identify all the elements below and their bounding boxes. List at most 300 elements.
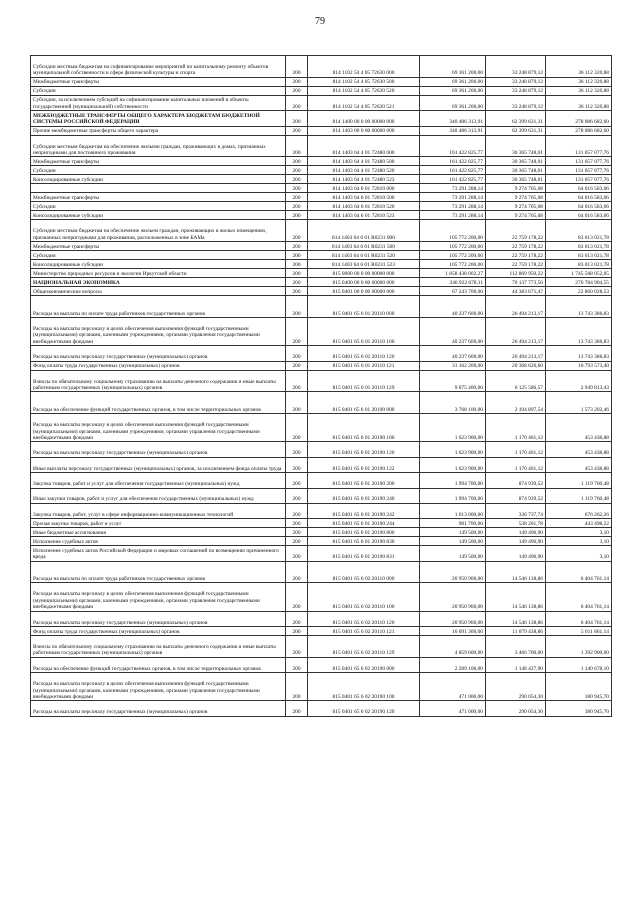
- expense-name: Закупка товаров, работ, услуг в сфере информационно-коммуникационных технологий: [31, 503, 286, 518]
- executed-amount: 30 365 748,01: [486, 175, 546, 184]
- approved-amount: 1 013 000,00: [420, 503, 486, 518]
- expense-name: Субсидии: [31, 202, 286, 211]
- executed-amount: 2 194 897,54: [486, 392, 546, 414]
- approved-amount: 105 772 200,00: [420, 220, 486, 242]
- budget-classification-code: 815 0401 65 6 01 20190 122: [308, 457, 420, 472]
- unexecuted-amount: 83 013 021,78: [546, 220, 612, 242]
- budget-classification-code: 815 0401 65 6 01 20190 100: [308, 414, 420, 442]
- expense-name: Консолидированные субсидии: [31, 175, 286, 184]
- table-row: [31, 537, 612, 546]
- approved-amount: 1 623 900,00: [420, 457, 486, 472]
- approved-amount: 69 361 200,00: [420, 77, 486, 86]
- unexecuted-amount: 1 119 760,48: [546, 473, 612, 488]
- approved-amount: 105 772 200,00: [420, 251, 486, 260]
- approved-amount: 73 291 288,14: [420, 193, 486, 202]
- line-code: 200: [286, 287, 308, 296]
- expense-name: Субсидии местным бюджетам на софинансирование мероприятий по капитальному ремонту объектов муниципальной собственности в сфере физической культуры и спорта: [31, 56, 286, 78]
- table-row: [31, 473, 612, 488]
- expense-name: Фонд оплаты труда государственных (муниципальных) органов: [31, 361, 286, 370]
- executed-amount: 33 248 879,12: [486, 86, 546, 95]
- line-code: 200: [286, 519, 308, 528]
- table-row: [31, 519, 612, 528]
- line-code: 200: [286, 528, 308, 537]
- expense-name: Расходы на выплаты персоналу государственных (муниципальных) органов: [31, 611, 286, 626]
- table-row: [31, 636, 612, 658]
- expense-name: Субсидии местным бюджетам на обеспечение жилыми граждан, проживающих в домах, признанных непригодными для постоянного проживания: [31, 135, 286, 157]
- unexecuted-amount: 676 262,26: [546, 503, 612, 518]
- budget-classification-code: 815 0401 65 6 01 20190 830: [308, 537, 420, 546]
- executed-amount: 9 274 705,08: [486, 202, 546, 211]
- unexecuted-amount: 1 573 202,46: [546, 392, 612, 414]
- budget-classification-code: 814 1403 00 0 00 00000 000: [308, 126, 420, 135]
- budget-classification-code: 815 0401 65 6 02 20110 121: [308, 627, 420, 636]
- budget-classification-code: 814 1403 64 4 01 72480 520: [308, 166, 420, 175]
- expense-name: Субсидии: [31, 251, 286, 260]
- table-row: [31, 627, 612, 636]
- line-code: 200: [286, 184, 308, 193]
- line-code: 200: [286, 636, 308, 658]
- approved-amount: 4 859 600,00: [420, 636, 486, 658]
- budget-classification-code: 814 1400 00 0 00 00000 000: [308, 111, 420, 126]
- unexecuted-amount: 5 011 861,14: [546, 627, 612, 636]
- unexecuted-amount: 453 438,88: [546, 414, 612, 442]
- unexecuted-amount: 13 743 386,83: [546, 296, 612, 318]
- budget-classification-code: 815 0401 65 6 01 20190 200: [308, 473, 420, 488]
- executed-amount: 22 759 178,22: [486, 242, 546, 251]
- table-row: [31, 701, 612, 716]
- budget-classification-code: 815 0401 65 6 01 20190 120: [308, 442, 420, 457]
- unexecuted-amount: 131 057 077,76: [546, 166, 612, 175]
- line-code: 200: [286, 220, 308, 242]
- approved-amount: 67 243 700,00: [420, 287, 486, 296]
- approved-amount: 73 291 288,14: [420, 184, 486, 193]
- unexecuted-amount: 6 404 761,14: [546, 561, 612, 583]
- unexecuted-amount: 83 013 021,78: [546, 260, 612, 269]
- approved-amount: 2 289 106,00: [420, 657, 486, 672]
- budget-classification-code: 815 0401 65 6 02 20190 000: [308, 657, 420, 672]
- expense-name: Межбюджетные трансферты: [31, 242, 286, 251]
- executed-amount: 149 496,90: [486, 528, 546, 537]
- line-code: 200: [286, 126, 308, 135]
- approved-amount: 149 500,00: [420, 528, 486, 537]
- table-row: [31, 442, 612, 457]
- line-code: 200: [286, 86, 308, 95]
- line-code: 200: [286, 503, 308, 518]
- budget-classification-code: 815 0000 00 0 00 00000 000: [308, 269, 420, 278]
- executed-amount: 1 170 461,12: [486, 457, 546, 472]
- expense-name: [31, 184, 286, 193]
- unexecuted-amount: 6 404 761,14: [546, 583, 612, 611]
- unexecuted-amount: 443 498,22: [546, 519, 612, 528]
- unexecuted-amount: 64 016 583,06: [546, 184, 612, 193]
- table-row: [31, 211, 612, 220]
- line-code: 200: [286, 346, 308, 361]
- budget-classification-code: 815 0401 65 6 01 20190 831: [308, 546, 420, 561]
- budget-classification-code: 814 1403 64 4 01 72480 500: [308, 157, 420, 166]
- approved-amount: 69 361 200,00: [420, 95, 486, 110]
- executed-amount: 149 496,90: [486, 537, 546, 546]
- unexecuted-amount: 13 743 386,83: [546, 346, 612, 361]
- budget-classification-code: 815 0401 65 6 01 20190 000: [308, 392, 420, 414]
- executed-amount: 33 248 879,12: [486, 56, 546, 78]
- page-number: 79: [315, 16, 325, 27]
- line-code: 200: [286, 166, 308, 175]
- expense-name: Иные выплаты персоналу государственных (муниципальных) органов, за исключением фонда оплаты труда: [31, 457, 286, 472]
- budget-classification-code: 814 1403 64 4 01 72480 523: [308, 175, 420, 184]
- executed-amount: 336 737,74: [486, 503, 546, 518]
- line-code: 200: [286, 442, 308, 457]
- executed-amount: 30 365 748,01: [486, 166, 546, 175]
- executed-amount: 22 759 178,22: [486, 251, 546, 260]
- line-code: 200: [286, 77, 308, 86]
- table-row: [31, 488, 612, 503]
- approved-amount: 161 422 825,77: [420, 166, 486, 175]
- table-row: [31, 260, 612, 269]
- approved-amount: 1 994 700,00: [420, 473, 486, 488]
- executed-amount: 149 496,90: [486, 546, 546, 561]
- budget-classification-code: 814 1102 54 4 05 72630 000: [308, 56, 420, 78]
- line-code: 200: [286, 370, 308, 392]
- expense-name: Расходы на выплаты по оплате труда работников государственных органов: [31, 561, 286, 583]
- executed-amount: 33 248 879,12: [486, 77, 546, 86]
- expense-name: Общеэкономические вопросы: [31, 287, 286, 296]
- budget-classification-code: 815 0401 65 6 01 20110 000: [308, 296, 420, 318]
- executed-amount: 14 546 138,86: [486, 561, 546, 583]
- unexecuted-amount: 64 016 583,06: [546, 211, 612, 220]
- expense-name: Межбюджетные трансферты: [31, 193, 286, 202]
- expense-name: Фонд оплаты труда государственных (муниципальных) органов: [31, 627, 286, 636]
- expense-name: Межбюджетные трансферты: [31, 157, 286, 166]
- table-row: [31, 157, 612, 166]
- expense-name: Исполнение судебных актов: [31, 537, 286, 546]
- table-row: [31, 184, 612, 193]
- executed-amount: 11 079 438,86: [486, 627, 546, 636]
- table-row: [31, 346, 612, 361]
- unexecuted-amount: 36 112 320,88: [546, 86, 612, 95]
- expense-name: Расходы на выплаты персоналу в целях обеспечения выполнения функций государственными (муниципальными) органами, казенными учреждениями, органами управления государственными внебюджетными фондами: [31, 673, 286, 701]
- table-row: [31, 77, 612, 86]
- executed-amount: 30 365 748,01: [486, 135, 546, 157]
- table-row: [31, 242, 612, 251]
- executed-amount: 874 939,52: [486, 488, 546, 503]
- line-code: 200: [286, 157, 308, 166]
- unexecuted-amount: 1 392 900,00: [546, 636, 612, 658]
- budget-classification-code: 815 0401 65 6 01 20190 242: [308, 503, 420, 518]
- unexecuted-amount: 10 793 573,40: [546, 361, 612, 370]
- unexecuted-amount: 180 945,70: [546, 673, 612, 701]
- line-code: 200: [286, 546, 308, 561]
- unexecuted-amount: 276 784 904,55: [546, 278, 612, 287]
- budget-classification-code: 815 0401 65 6 01 20190 244: [308, 519, 420, 528]
- line-code: 200: [286, 414, 308, 442]
- expense-name: Прочая закупка товаров, работ и услуг: [31, 519, 286, 528]
- line-code: 200: [286, 242, 308, 251]
- expense-name: Субсидии местным бюджетам на обеспечение жильем граждан, проживающих в жилых помещениях, признанных непригодными для проживания, расположенных в зоне БАМа: [31, 220, 286, 242]
- line-code: 200: [286, 361, 308, 370]
- expense-name: Межбюджетные трансферты: [31, 77, 286, 86]
- executed-amount: 1 148 427,90: [486, 657, 546, 672]
- unexecuted-amount: 36 112 320,88: [546, 56, 612, 78]
- approved-amount: 20 950 900,00: [420, 561, 486, 583]
- expense-name: Исполнение судебных актов Российской Федерации и мировых соглашений по возмещению причиненного вреда: [31, 546, 286, 561]
- table-row: [31, 361, 612, 370]
- executed-amount: 290 054,30: [486, 673, 546, 701]
- approved-amount: 40 237 600,00: [420, 346, 486, 361]
- expense-name: Расходы на выплаты персоналу государственных (муниципальных) органов: [31, 701, 286, 716]
- executed-amount: 290 054,30: [486, 701, 546, 716]
- unexecuted-amount: 64 016 583,06: [546, 202, 612, 211]
- budget-classification-code: 815 0401 65 6 02 20110 120: [308, 611, 420, 626]
- table-row: [31, 546, 612, 561]
- executed-amount: 70 137 773,56: [486, 278, 546, 287]
- expense-name: Расходы на выплаты персоналу государственных (муниципальных) органов: [31, 442, 286, 457]
- approved-amount: 69 361 200,00: [420, 56, 486, 78]
- unexecuted-amount: 180 945,70: [546, 701, 612, 716]
- approved-amount: 1 994 700,00: [420, 488, 486, 503]
- expense-name: Расходы на обеспечение функций государственных органов, в том числе территориальных органов: [31, 392, 286, 414]
- line-code: 200: [286, 701, 308, 716]
- unexecuted-amount: 278 086 682,60: [546, 111, 612, 126]
- budget-classification-code: 815 0401 65 6 02 20190 120: [308, 701, 420, 716]
- table-row: [31, 193, 612, 202]
- approved-amount: 161 422 825,77: [420, 135, 486, 157]
- expense-name: Консолидированные субсидии: [31, 260, 286, 269]
- expense-name: Министерство природных ресурсов и экологии Иркутской области: [31, 269, 286, 278]
- expense-name: Взносы по обязательному социальному страхованию на выплаты денежного содержания и иные выплаты работникам государственных (муниципальных) органов: [31, 370, 286, 392]
- table-body: [31, 56, 612, 717]
- line-code: 200: [286, 673, 308, 701]
- executed-amount: 62 399 631,31: [486, 126, 546, 135]
- budget-classification-code: 815 0401 65 6 01 20190 800: [308, 528, 420, 537]
- table-row: [31, 414, 612, 442]
- unexecuted-amount: 83 013 021,78: [546, 242, 612, 251]
- executed-amount: 9 274 705,08: [486, 184, 546, 193]
- table-row: [31, 583, 612, 611]
- line-code: 200: [286, 296, 308, 318]
- table-row: [31, 135, 612, 157]
- approved-amount: 149 500,00: [420, 546, 486, 561]
- budget-classification-code: 815 0401 65 6 02 20110 000: [308, 561, 420, 583]
- expense-name: НАЦИОНАЛЬНАЯ ЭКОНОМИКА: [31, 278, 286, 287]
- line-code: 200: [286, 135, 308, 157]
- executed-amount: 538 201,78: [486, 519, 546, 528]
- executed-amount: 9 274 705,08: [486, 211, 546, 220]
- executed-amount: 9 274 705,08: [486, 193, 546, 202]
- approved-amount: 3 768 100,00: [420, 392, 486, 414]
- budget-classification-code: 815 0401 65 6 01 20110 120: [308, 346, 420, 361]
- approved-amount: 73 291 288,14: [420, 211, 486, 220]
- line-code: 200: [286, 211, 308, 220]
- unexecuted-amount: 453 438,88: [546, 442, 612, 457]
- line-code: 200: [286, 657, 308, 672]
- approved-amount: 31 162 200,00: [420, 361, 486, 370]
- table-row: [31, 126, 612, 135]
- unexecuted-amount: 131 057 077,76: [546, 175, 612, 184]
- unexecuted-amount: 64 016 583,06: [546, 193, 612, 202]
- executed-amount: 22 759 178,22: [486, 260, 546, 269]
- approved-amount: 340 486 313,91: [420, 111, 486, 126]
- budget-classification-code: 815 0401 65 6 02 20110 100: [308, 583, 420, 611]
- table-row: [31, 561, 612, 583]
- expense-name: Взносы по обязательному социальному страхованию на выплаты денежного содержания и иные выплаты работникам государственных (муниципальных) органов: [31, 636, 286, 658]
- budget-classification-code: 814 1403 64 6 01 R0231 520: [308, 251, 420, 260]
- approved-amount: 1 623 900,00: [420, 442, 486, 457]
- approved-amount: 471 000,00: [420, 673, 486, 701]
- table-row: [31, 86, 612, 95]
- executed-amount: 33 248 879,12: [486, 95, 546, 110]
- executed-amount: 62 399 631,31: [486, 111, 546, 126]
- line-code: 200: [286, 251, 308, 260]
- table-row: [31, 56, 612, 78]
- table-row: [31, 673, 612, 701]
- table-row: [31, 503, 612, 518]
- executed-amount: 20 368 626,60: [486, 361, 546, 370]
- line-code: 200: [286, 611, 308, 626]
- line-code: 200: [286, 202, 308, 211]
- approved-amount: 105 772 200,00: [420, 242, 486, 251]
- unexecuted-amount: 6 404 761,14: [546, 611, 612, 626]
- line-code: 200: [286, 260, 308, 269]
- line-code: 200: [286, 583, 308, 611]
- line-code: 200: [286, 111, 308, 126]
- table-row: [31, 287, 612, 296]
- line-code: 200: [286, 278, 308, 287]
- unexecuted-amount: 131 057 077,76: [546, 135, 612, 157]
- budget-classification-code: 814 1403 64 6 01 R0231 523: [308, 260, 420, 269]
- approved-amount: 73 291 288,14: [420, 202, 486, 211]
- executed-amount: 3 466 700,00: [486, 636, 546, 658]
- table-row: [31, 370, 612, 392]
- unexecuted-amount: 2 949 813,43: [546, 370, 612, 392]
- table-row: [31, 611, 612, 626]
- line-code: 200: [286, 392, 308, 414]
- unexecuted-amount: 36 112 320,88: [546, 77, 612, 86]
- approved-amount: 20 950 900,00: [420, 583, 486, 611]
- expense-name: Расходы на выплаты персоналу в целях обеспечения выполнения функций государственными (муниципальными) органами, казенными учреждениями, органами управления государственными внебюджетными фондами: [31, 414, 286, 442]
- budget-classification-code: 815 0400 00 0 00 00000 000: [308, 278, 420, 287]
- budget-classification-code: 815 0401 00 0 00 00000 000: [308, 287, 420, 296]
- table-row: [31, 95, 612, 110]
- approved-amount: 471 000,00: [420, 701, 486, 716]
- line-code: 200: [286, 193, 308, 202]
- unexecuted-amount: 3,10: [546, 537, 612, 546]
- expense-name: Расходы на выплаты персоналу в целях обеспечения выполнения функций государственными (муниципальными) органами, казенными учреждениями, органами управления государственными внебюджетными фондами: [31, 317, 286, 345]
- approved-amount: 1 858 438 002,27: [420, 269, 486, 278]
- approved-amount: 40 237 600,00: [420, 317, 486, 345]
- line-code: 200: [286, 473, 308, 488]
- line-code: 200: [286, 561, 308, 583]
- table-row: [31, 457, 612, 472]
- line-code: 200: [286, 56, 308, 78]
- table-row: [31, 220, 612, 242]
- expense-name: Субсидии: [31, 86, 286, 95]
- unexecuted-amount: 22 860 028,53: [546, 287, 612, 296]
- line-code: 200: [286, 537, 308, 546]
- table-row: [31, 202, 612, 211]
- table-row: [31, 392, 612, 414]
- approved-amount: 161 422 825,77: [420, 157, 486, 166]
- table-row: [31, 317, 612, 345]
- line-code: 200: [286, 317, 308, 345]
- budget-classification-code: 814 1102 54 4 05 72630 500: [308, 77, 420, 86]
- approved-amount: 981 700,00: [420, 519, 486, 528]
- budget-classification-code: 814 1403 64 6 01 R0231 500: [308, 242, 420, 251]
- approved-amount: 161 422 825,77: [420, 175, 486, 184]
- line-code: 200: [286, 269, 308, 278]
- unexecuted-amount: 1 745 568 052,05: [546, 269, 612, 278]
- executed-amount: 112 869 950,22: [486, 269, 546, 278]
- line-code: 200: [286, 95, 308, 110]
- executed-amount: 30 365 748,01: [486, 157, 546, 166]
- expense-name: Расходы на выплаты персоналу государственных (муниципальных) органов: [31, 346, 286, 361]
- budget-classification-code: 814 1102 54 4 05 72630 520: [308, 86, 420, 95]
- unexecuted-amount: 13 743 386,83: [546, 317, 612, 345]
- line-code: 200: [286, 488, 308, 503]
- executed-amount: 26 494 213,17: [486, 346, 546, 361]
- expense-name: МЕЖБЮДЖЕТНЫЕ ТРАНСФЕРТЫ ОБЩЕГО ХАРАКТЕРА БЮДЖЕТАМ БЮДЖЕТНОЙ СИСТЕМЫ РОССИЙСКОЙ ФЕДЕРАЦИИ: [31, 111, 286, 126]
- table-row: [31, 528, 612, 537]
- line-code: 200: [286, 627, 308, 636]
- executed-amount: 874 939,52: [486, 473, 546, 488]
- budget-classification-code: 814 1403 64 4 01 72480 000: [308, 135, 420, 157]
- approved-amount: 346 922 678,11: [420, 278, 486, 287]
- table-row: [31, 657, 612, 672]
- unexecuted-amount: 278 086 682,60: [546, 126, 612, 135]
- expense-name: Консолидированные субсидии: [31, 211, 286, 220]
- table-row: [31, 251, 612, 260]
- executed-amount: 44 383 671,47: [486, 287, 546, 296]
- expense-name: Расходы на выплаты персоналу в целях обеспечения выполнения функций государственными (муниципальными) органами, казенными учреждениями, органами управления государственными внебюджетными фондами: [31, 583, 286, 611]
- unexecuted-amount: 131 057 077,76: [546, 157, 612, 166]
- executed-amount: 14 546 138,86: [486, 583, 546, 611]
- table-row: [31, 166, 612, 175]
- approved-amount: 149 500,00: [420, 537, 486, 546]
- approved-amount: 40 237 600,00: [420, 296, 486, 318]
- unexecuted-amount: 3,10: [546, 546, 612, 561]
- budget-classification-code: 815 0401 65 6 02 20190 100: [308, 673, 420, 701]
- budget-classification-code: 814 1403 64 6 01 72810 500: [308, 193, 420, 202]
- expense-name: Субсидии, за исключением субсидий на софинансирование капитальных вложений в объекты государственной (муниципальной) собственности: [31, 95, 286, 110]
- expense-name: Иные закупки товаров, работ и услуг для обеспечения государственных (муниципальных) нужд: [31, 488, 286, 503]
- budget-classification-code: 815 0401 65 6 01 20110 121: [308, 361, 420, 370]
- approved-amount: 340 486 313,91: [420, 126, 486, 135]
- unexecuted-amount: 1 140 678,10: [546, 657, 612, 672]
- line-code: 200: [286, 175, 308, 184]
- budget-classification-code: 815 0401 65 6 02 20110 129: [308, 636, 420, 658]
- budget-classification-code: 814 1403 64 6 01 72810 523: [308, 211, 420, 220]
- approved-amount: 1 623 900,00: [420, 414, 486, 442]
- approved-amount: 16 091 300,00: [420, 627, 486, 636]
- budget-classification-code: 815 0401 65 6 01 20190 240: [308, 488, 420, 503]
- budget-classification-code: 815 0401 65 6 01 20110 100: [308, 317, 420, 345]
- expense-name: Расходы на выплаты по оплате труда работников государственных органов: [31, 296, 286, 318]
- approved-amount: 20 950 900,00: [420, 611, 486, 626]
- approved-amount: 9 075 400,00: [420, 370, 486, 392]
- executed-amount: 1 170 461,12: [486, 414, 546, 442]
- budget-classification-code: 815 0401 65 6 01 20110 129: [308, 370, 420, 392]
- expense-name: Субсидии: [31, 166, 286, 175]
- unexecuted-amount: 83 013 021,78: [546, 251, 612, 260]
- budget-classification-code: 814 1403 64 6 01 72810 000: [308, 184, 420, 193]
- line-code: 200: [286, 457, 308, 472]
- budget-execution-table: [30, 55, 612, 717]
- expense-name: Иные бюджетные ассигнования: [31, 528, 286, 537]
- unexecuted-amount: 1 119 760,48: [546, 488, 612, 503]
- unexecuted-amount: 36 112 320,88: [546, 95, 612, 110]
- unexecuted-amount: 3,10: [546, 528, 612, 537]
- budget-classification-code: 814 1403 64 6 01 72810 520: [308, 202, 420, 211]
- executed-amount: 1 170 461,12: [486, 442, 546, 457]
